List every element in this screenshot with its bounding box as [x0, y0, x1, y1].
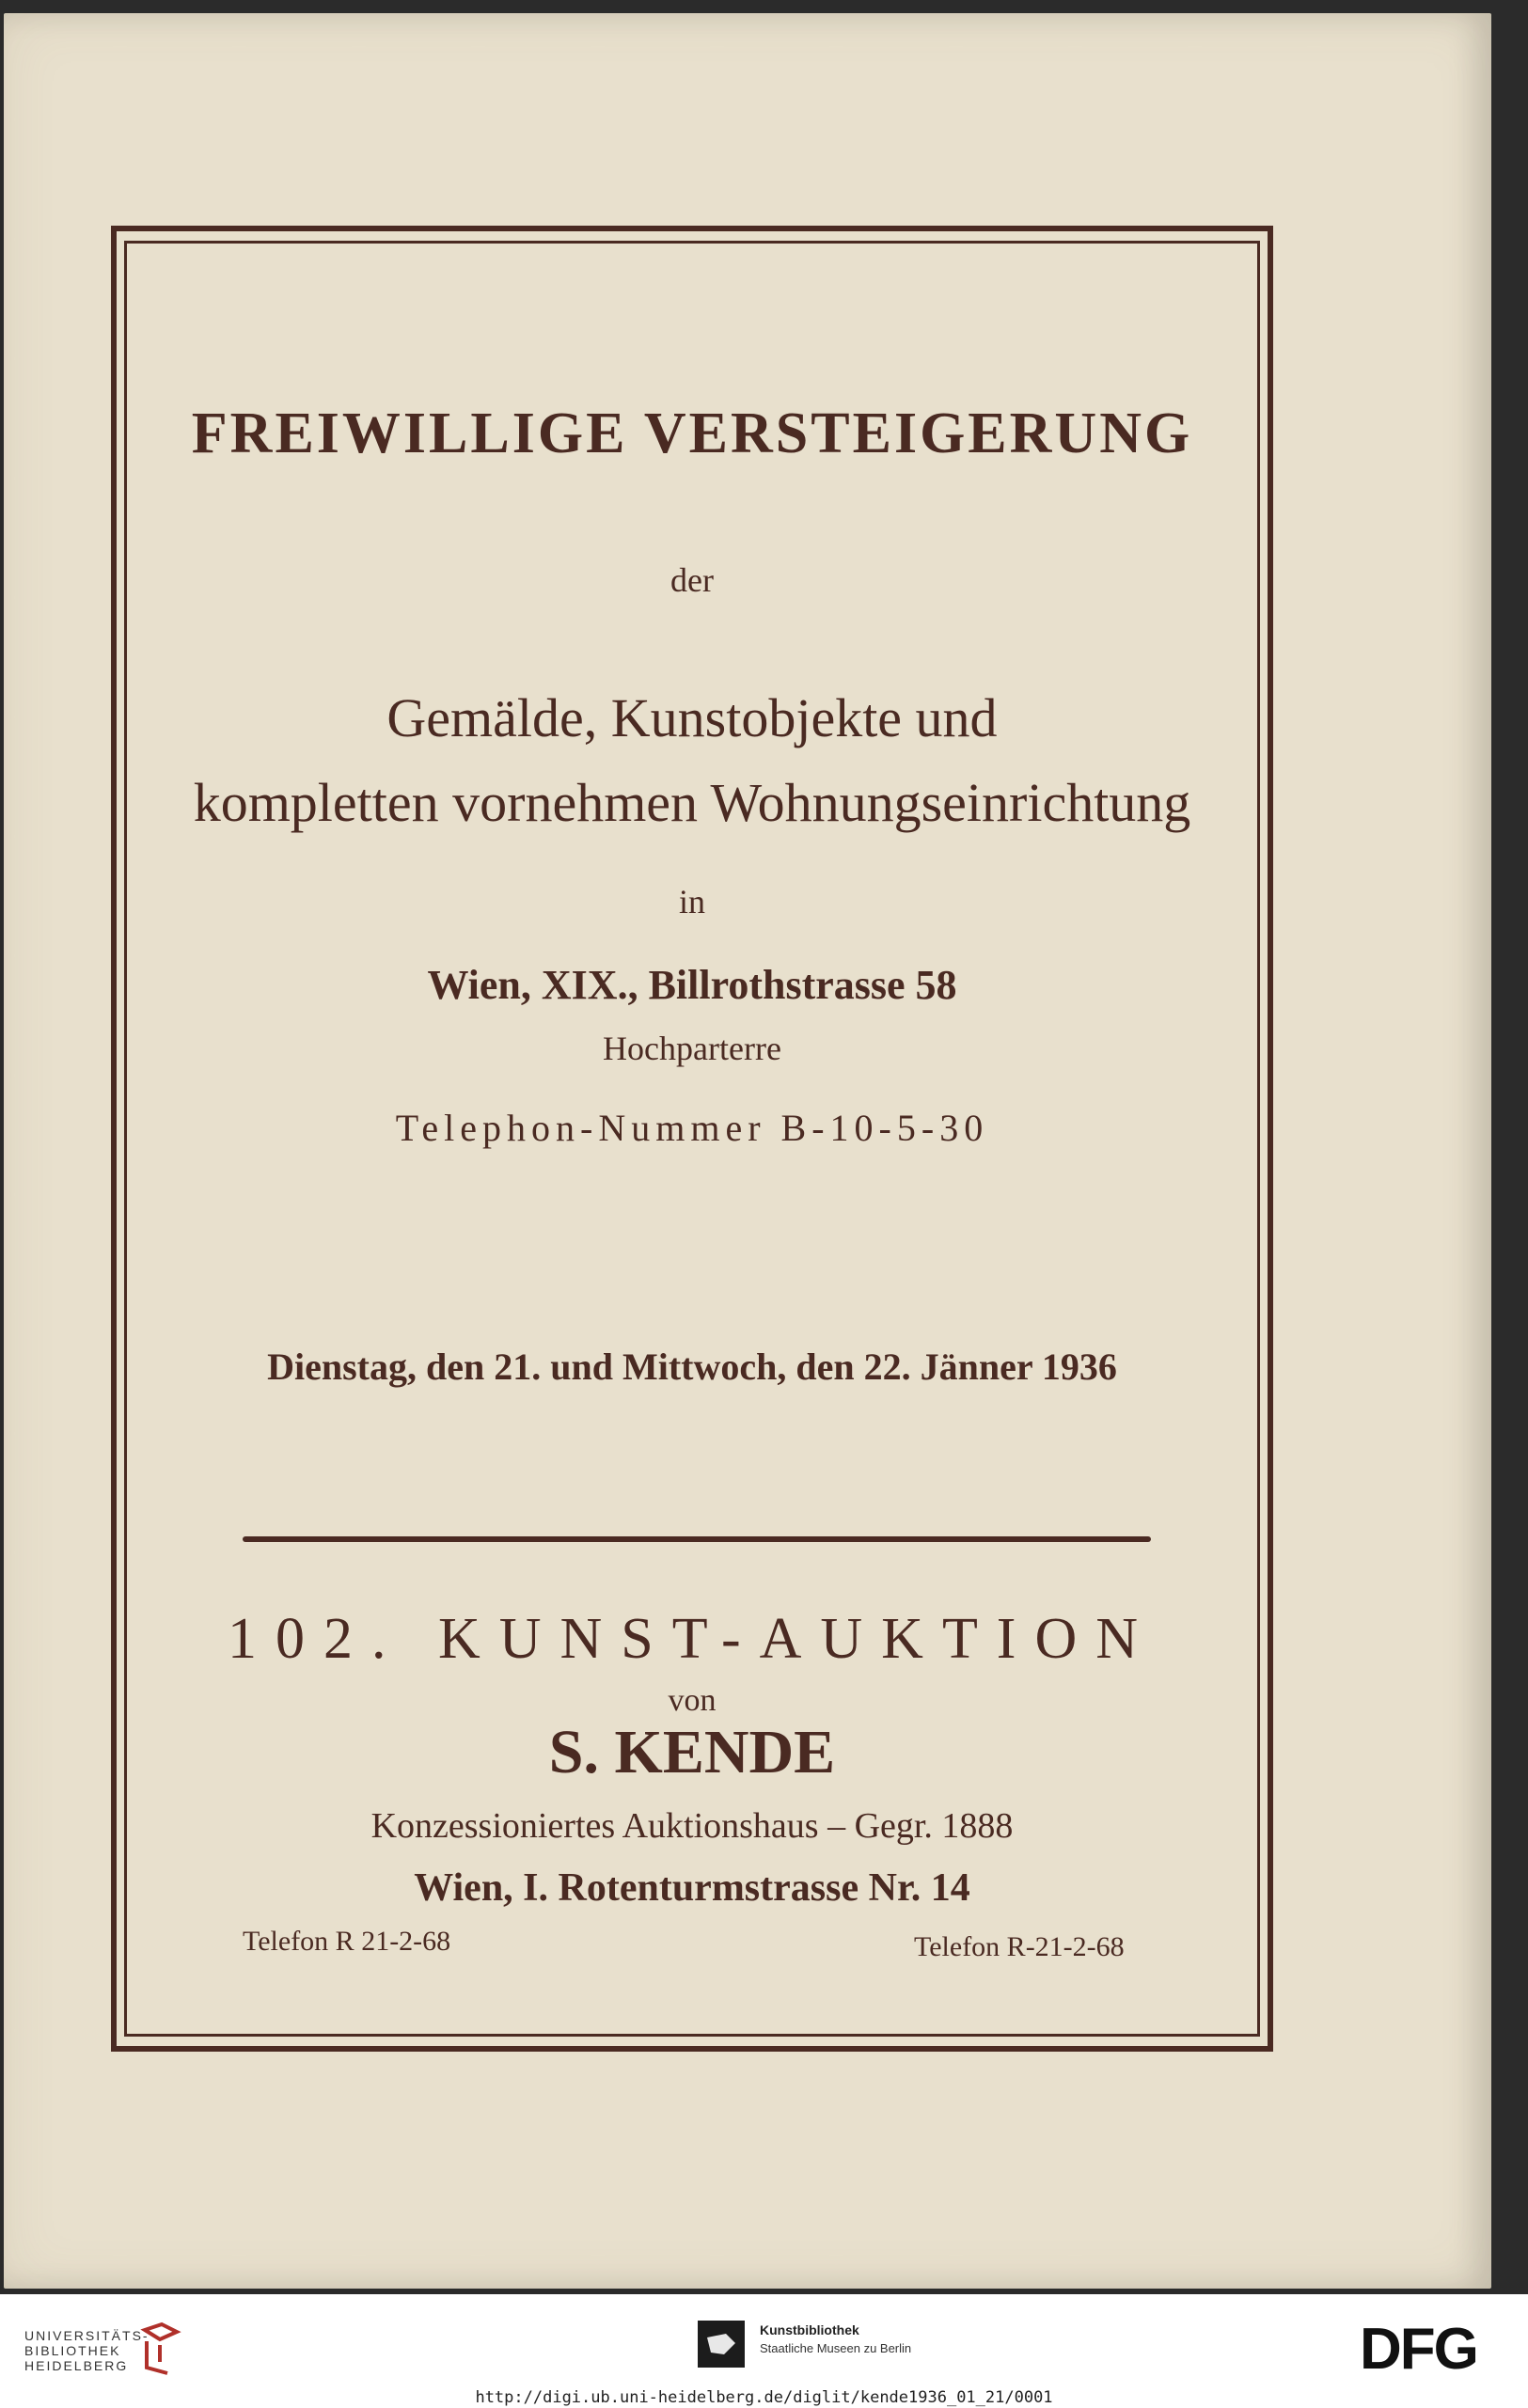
von-text: von — [668, 1683, 717, 1718]
subject-line-2: kompletten vornehmen Wohnungseinrichtung — [193, 772, 1191, 833]
headline: FREIWILLIGE VERSTEIGERUNG — [191, 401, 1193, 465]
divider-rule — [243, 1536, 1151, 1542]
ub-line-1: UNIVERSITÄTS- — [24, 2328, 150, 2343]
ub-heidelberg-mark-icon — [139, 2321, 182, 2377]
telefon-left: Telefon R 21-2-68 — [243, 1926, 451, 1957]
permalink-url[interactable]: http://digi.ub.uni-heidelberg.de/diglit/kende1936_01_21/0001 — [475, 2388, 1053, 2407]
ub-line-2: BIBLIOTHEK — [24, 2343, 121, 2358]
company-address: Wien, I. Rotenturmstrasse Nr. 14 — [414, 1866, 970, 1910]
subject-line-1: Gemälde, Kunstobjekte und — [386, 687, 998, 748]
kunstbibliothek-subtitle: Staatliche Museen zu Berlin — [760, 2341, 912, 2355]
sale-address: Wien, XIX., Billrothstrasse 58 — [427, 962, 957, 1008]
ub-line-3: HEIDELBERG — [24, 2358, 129, 2373]
auction-date: Dienstag, den 21. und Mittwoch, den 22. Jänner 1936 — [267, 1346, 1117, 1388]
in-text: in — [678, 883, 705, 921]
telefon-right: Telefon R-21-2-68 — [914, 1931, 1125, 1962]
floor-text: Hochparterre — [603, 1030, 781, 1067]
ub-heidelberg-logo[interactable] — [24, 2328, 150, 2373]
dfg-logo[interactable]: DFG — [1360, 2317, 1477, 2382]
der-text: der — [670, 561, 714, 599]
kunstbibliothek-logo-icon[interactable] — [698, 2321, 745, 2368]
kunstbibliothek-name: Kunstbibliothek — [760, 2322, 859, 2337]
company-tagline: Konzessioniertes Auktionshaus – Gegr. 1888 — [370, 1806, 1014, 1846]
auction-title: 102. KUNST-AUKTION — [227, 1607, 1158, 1671]
footer-bar — [0, 2294, 1528, 2408]
phone-number: Telephon-Nummer B-10-5-30 — [395, 1107, 989, 1149]
company-name: S. KENDE — [548, 1718, 836, 1786]
